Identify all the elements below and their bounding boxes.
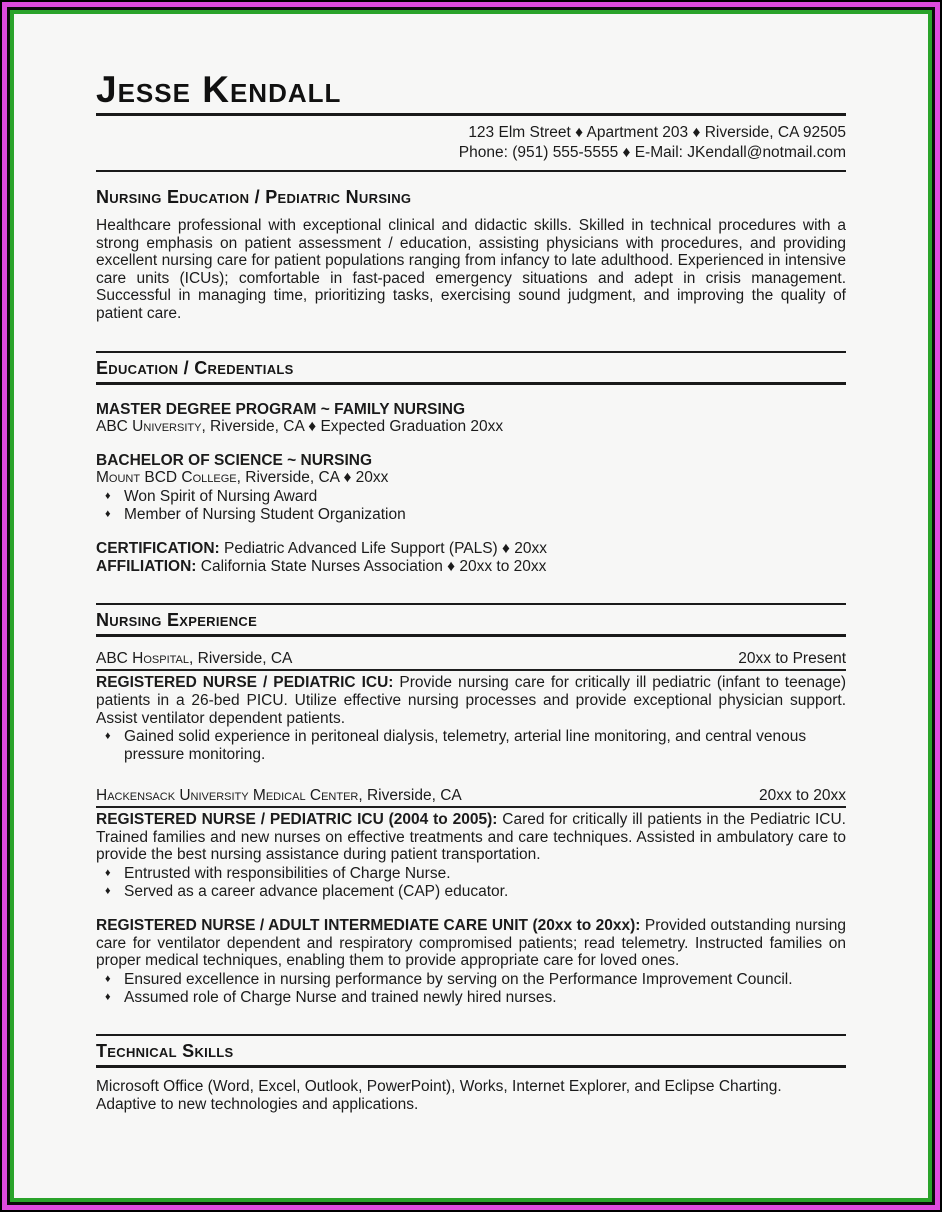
affiliation-text: California State Nurses Association ♦ 20xx to 20xx — [196, 557, 547, 575]
degree-bullet-list — [105, 488, 846, 523]
employer-location: , Riverside, CA — [358, 787, 462, 805]
list-item: ♦ Assumed role of Charge Nurse and trained newly hired nurses. — [105, 989, 846, 1007]
employer-row — [96, 649, 846, 671]
section-skills — [96, 1034, 846, 1113]
employer-name-location — [96, 786, 462, 805]
header-rule-bottom — [96, 170, 846, 172]
degree-entry — [96, 401, 846, 436]
employment-dates: 20xx to Present — [738, 650, 846, 668]
section-education — [96, 351, 846, 576]
employer-name-location — [96, 649, 292, 668]
job-description — [96, 917, 846, 970]
institution-name: Mount BCD College — [96, 469, 237, 487]
job-entry — [96, 786, 846, 900]
phone-email-line: Phone: (951) 555-5555 ♦ E-Mail: JKendall@notmail.com — [458, 143, 846, 161]
degree-title: BACHELOR OF SCIENCE ~ NURSING — [96, 451, 373, 469]
skills-line: Adaptive to new technologies and applications. — [96, 1095, 419, 1113]
list-item: ♦ Entrusted with responsibilities of Charge Nurse. — [105, 865, 846, 883]
institution-detail: , Riverside, CA ♦ 20xx — [236, 469, 389, 487]
education-rule-top — [96, 351, 846, 353]
skills-rule-top — [96, 1034, 846, 1036]
section-experience — [96, 603, 846, 1006]
list-item: ♦ Ensured excellence in nursing performance by serving on the Performance Improvement Council. — [105, 971, 846, 989]
education-rule-bottom — [96, 382, 846, 385]
affiliation-line — [96, 558, 846, 576]
employer-location: , Riverside, CA — [189, 650, 293, 668]
job-description — [96, 674, 846, 727]
candidate-name: Jesse Kendall — [96, 69, 342, 110]
job-bullet-list — [105, 971, 846, 1006]
skills-line: Microsoft Office (Word, Excel, Outlook, PowerPoint), Works, Internet Explorer, and Eclipse Charting. — [96, 1078, 782, 1096]
job-bullet-list — [105, 728, 846, 763]
header-rule-top — [96, 113, 846, 116]
job-description-text: Cared for critically ill patients in the Pediatric ICU. Trained families and new nurses on effective treatments and care techniques. Assisted in ambulatory care to provide the best nursing assistance during patient transportation. — [96, 811, 846, 864]
employer-name: Hackensack University Medical Center — [96, 787, 359, 805]
summary-heading: Nursing Education / Pediatric Nursing — [96, 187, 412, 207]
certification-line — [96, 540, 846, 558]
decorative-frame-inner-black — [7, 7, 935, 1205]
job-bullet-list — [105, 865, 846, 900]
degree-title: MASTER DEGREE PROGRAM ~ FAMILY NURSING — [96, 400, 466, 418]
degree-entry — [96, 452, 846, 523]
employer-name: ABC Hospital — [96, 650, 190, 668]
skills-heading: Technical Skills — [96, 1041, 234, 1062]
certification-label: CERTIFICATION: — [96, 540, 220, 558]
summary-paragraph: Healthcare professional with exceptional clinical and didactic skills. Skilled in technical procedures with a strong emphasis on patient assessment / education, assisting physicians with procedures, and providing excellent nursing care for patient populations ranging from infancy to late adulthood. Experienced in intensive care units (ICUs); comfortable in fast-paced emergency situations and adept in crisis management. Successful in managing time, prioritizing tasks, exercising sound judgment, and improving the quality of patient care. — [96, 217, 846, 322]
job-title: REGISTERED NURSE / PEDIATRIC ICU (2004 to 2005): — [96, 811, 498, 829]
certification-text: Pediatric Advanced Life Support (PALS) ♦ 20xx — [219, 540, 547, 558]
section-summary — [96, 185, 846, 323]
job-title: REGISTERED NURSE / ADULT INTERMEDIATE CARE UNIT (20xx to 20xx): — [96, 917, 641, 935]
affiliation-label: AFFILIATION: — [96, 557, 197, 575]
job-entry — [96, 917, 846, 1006]
list-item: ♦ Gained solid experience in peritoneal dialysis, telemetry, arterial line monitoring, and central venous pressure monitoring. — [105, 728, 846, 763]
skills-text — [96, 1078, 846, 1113]
experience-rule-top — [96, 603, 846, 605]
credentials-block — [96, 540, 846, 575]
experience-heading: Nursing Experience — [96, 610, 258, 631]
job-title: REGISTERED NURSE / PEDIATRIC ICU: — [96, 674, 394, 692]
list-item: ♦ Member of Nursing Student Organization — [105, 506, 846, 524]
decorative-frame-green — [10, 10, 932, 1202]
list-item: ♦ Won Spirit of Nursing Award — [105, 488, 846, 506]
decorative-frame-pink — [2, 2, 940, 1210]
education-heading: Education / Credentials — [96, 357, 294, 378]
contact-block — [96, 123, 846, 162]
employer-row — [96, 786, 846, 808]
degree-institution-line — [96, 469, 846, 487]
institution-name: ABC University — [96, 418, 202, 436]
address-line: 123 Elm Street ♦ Apartment 203 ♦ Riverside, CA 92505 — [468, 124, 846, 141]
job-description-text: Provided outstanding nursing care for ventilator dependent and respiratory compromised patients; read telemetry. Instructed families on proper medical techniques, enabling them to provide appropriate care for loved ones. — [96, 917, 846, 970]
employment-dates: 20xx to 20xx — [758, 787, 846, 805]
institution-detail: , Riverside, CA ♦ Expected Graduation 20xx — [201, 418, 504, 436]
job-description-text: Provide nursing care for critically ill pediatric (infant to teenage) patients in a 26-bed PICU. Utilize effective nursing processes and provide exceptional physician support. Assist ventilator dependent patients. — [96, 674, 846, 727]
list-item: ♦ Served as a career advance placement (CAP) educator. — [105, 883, 846, 901]
job-description — [96, 811, 846, 864]
resume-page — [14, 14, 928, 1198]
skills-rule-bottom — [96, 1065, 846, 1068]
experience-rule-bottom — [96, 634, 846, 637]
degree-institution-line — [96, 418, 846, 436]
job-entry — [96, 649, 846, 763]
resume-header — [96, 70, 846, 172]
